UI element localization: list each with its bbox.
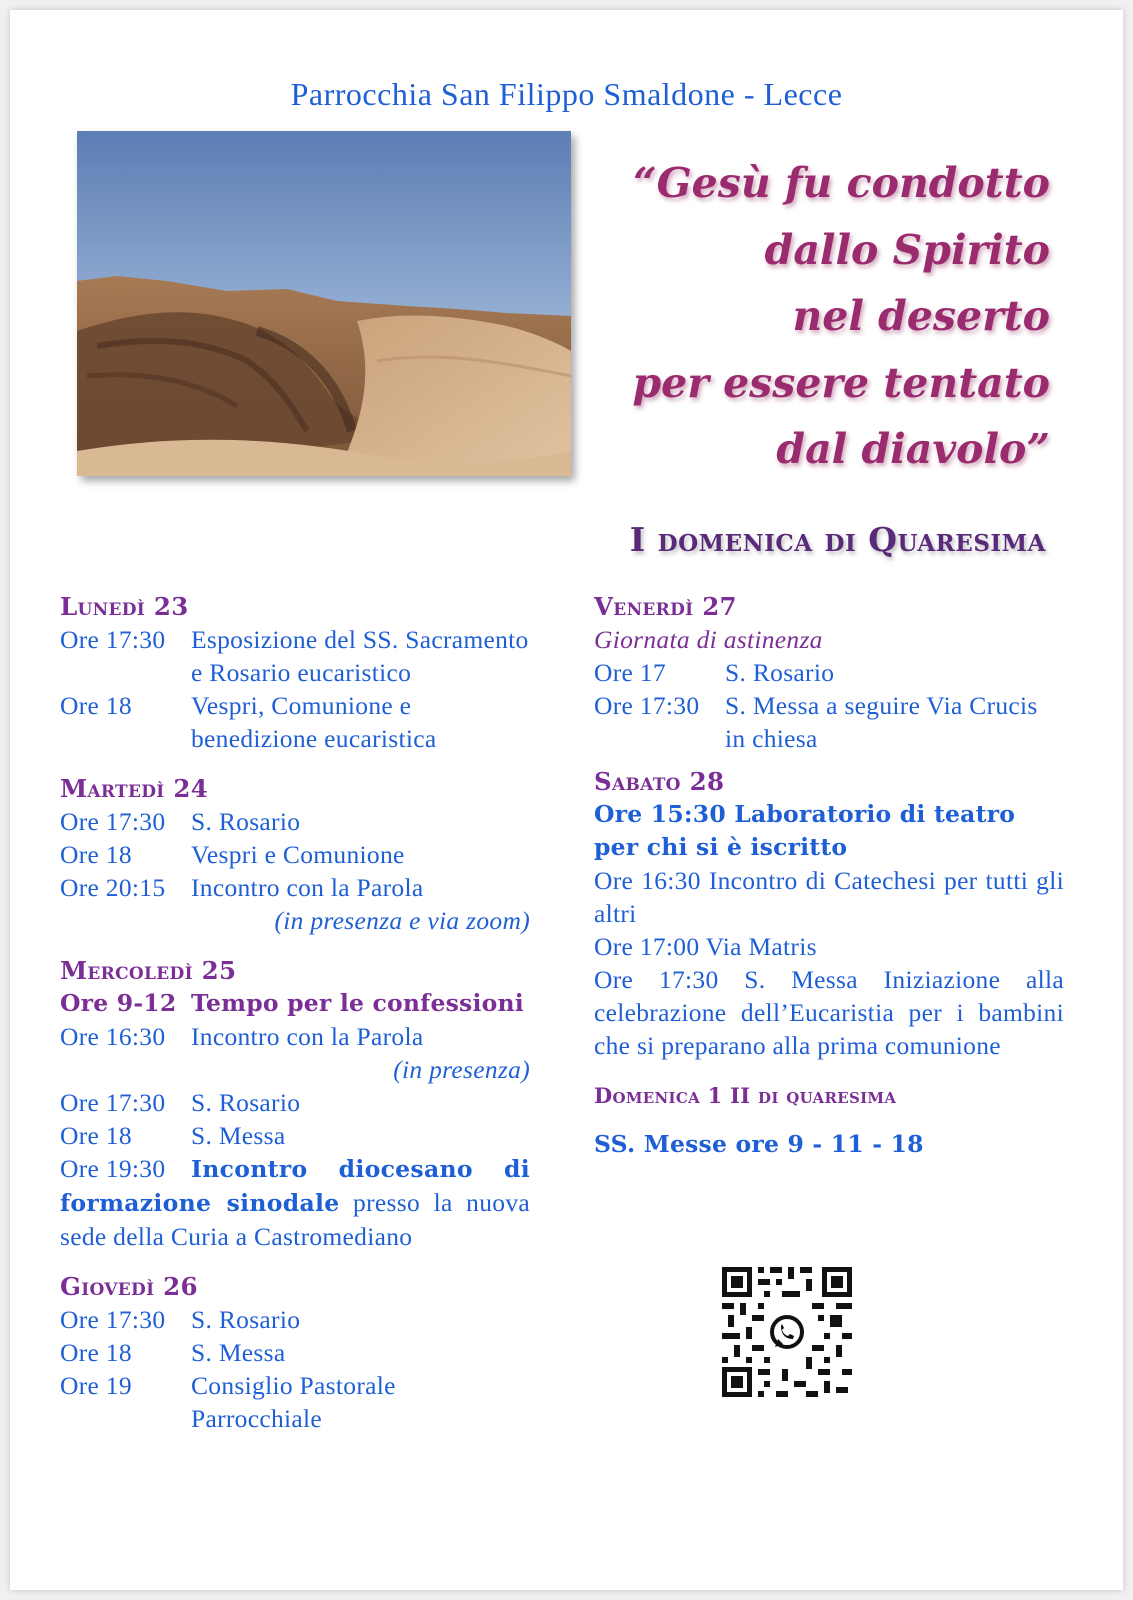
description: S. Messa [191, 1338, 286, 1367]
schedule-paragraph: Ore 17:30 S. Messa Iniziazione alla celebrazione dell’Eucaristia per i bambini che si preparano alla prima comunione [594, 965, 1064, 1060]
description: Incontro con la Parola [191, 873, 424, 902]
sunday-masses: SS. Messe ore 9 - 11 - 18 [594, 1130, 924, 1158]
time: Ore 20:15 [60, 873, 166, 902]
quote-line: nel deserto [792, 292, 1050, 340]
schedule-row [60, 1086, 530, 1119]
day-heading: Martedì 24 [60, 774, 209, 803]
day-heading: Mercoledì 25 [60, 956, 237, 985]
description: S. Messa a seguire Via Crucis in chiesa [725, 691, 1038, 753]
theatre-lab: Ore 15:30 Laboratorio di teatro per chi si è iscritto [594, 800, 1016, 861]
time: Ore 17:30 [60, 807, 166, 836]
description: S. Rosario [191, 1305, 301, 1334]
time: Ore 17:30 [60, 1088, 166, 1117]
time: Ore 18 [60, 840, 132, 869]
day-heading: Sabato 28 [594, 767, 725, 796]
time: Ore 19 [60, 1371, 132, 1400]
day-heading: Domenica 1 II di quaresima [594, 1083, 897, 1108]
abstinence-note: Giornata di astinenza [594, 625, 823, 654]
schedule-row [60, 1303, 530, 1336]
synod-meeting-rest: presso la nuova sede della Curia a Castromediano [60, 1188, 530, 1251]
parish-name: Parrocchia San Filippo Smaldone - Lecce [290, 76, 843, 112]
description: Consiglio Pastorale Parrocchiale [191, 1371, 396, 1433]
description: Esposizione del SS. Sacramento e Rosario eucaristico [191, 625, 529, 687]
time: Ore 17:30 [60, 625, 166, 654]
day-heading: Giovedì 26 [60, 1272, 198, 1301]
schedule-row [594, 656, 1064, 689]
time: Ore 9-12 [60, 989, 177, 1017]
schedule-row [60, 987, 530, 1020]
schedule-row [60, 689, 530, 755]
schedule-row [60, 1336, 530, 1369]
time: Ore 17:30 [594, 691, 700, 720]
time: Ore 18 [60, 1121, 132, 1150]
schedule-paragraph: Ore 16:30 Incontro di Catechesi per tutti gli altri [594, 866, 1064, 928]
schedule-row [60, 1020, 530, 1053]
time: Ore 17:30 [60, 1305, 166, 1334]
description: Incontro con la Parola [191, 1022, 424, 1051]
attendance-note: (in presenza e via zoom) [274, 906, 530, 935]
quote-line: per essere tentato [632, 358, 1050, 407]
synod-meeting-text [60, 1152, 530, 1253]
schedule-row [60, 838, 530, 871]
description: S. Rosario [191, 1088, 301, 1117]
description: S. Rosario [725, 658, 835, 687]
schedule-left-column [60, 590, 530, 1435]
quote-line: dallo Spirito [764, 225, 1050, 274]
schedule-row [60, 1369, 530, 1435]
description: S. Messa [191, 1121, 286, 1150]
description: Tempo per le confessioni [191, 989, 524, 1017]
time: Ore 19:30 [60, 1154, 166, 1183]
schedule-row [60, 1119, 530, 1152]
quote-line: dal diavolo” [776, 425, 1050, 473]
sunday-title: I domenica di Quaresima [629, 520, 1046, 559]
schedule-row [60, 871, 530, 904]
schedule-row [60, 805, 530, 838]
time: Ore 17 [594, 658, 666, 687]
schedule-row [60, 623, 530, 689]
whatsapp-qr-code-icon[interactable] [720, 1265, 854, 1399]
schedule-paragraph: Ore 17:00 Via Matris [594, 932, 817, 961]
time: Ore 18 [60, 691, 132, 720]
day-heading: Lunedì 23 [60, 592, 189, 621]
desert-photo [77, 131, 571, 476]
flyer-page [10, 10, 1123, 1590]
quote-line: “Gesù fu condotto [633, 159, 1050, 207]
gospel-quote [570, 150, 1050, 483]
time: Ore 16:30 [60, 1022, 166, 1051]
description: S. Rosario [191, 807, 301, 836]
schedule-row [594, 689, 1064, 755]
day-heading: Venerdì 27 [594, 592, 737, 621]
schedule-right-column [594, 590, 1064, 1161]
synod-meeting-bold: Incontro diocesano di formazione sinodale [60, 1155, 530, 1217]
description: Vespri e Comunione [191, 840, 405, 869]
attendance-note: (in presenza) [393, 1055, 530, 1084]
time: Ore 18 [60, 1338, 132, 1367]
description: Vespri, Comunione e benedizione eucaristica [191, 691, 437, 753]
